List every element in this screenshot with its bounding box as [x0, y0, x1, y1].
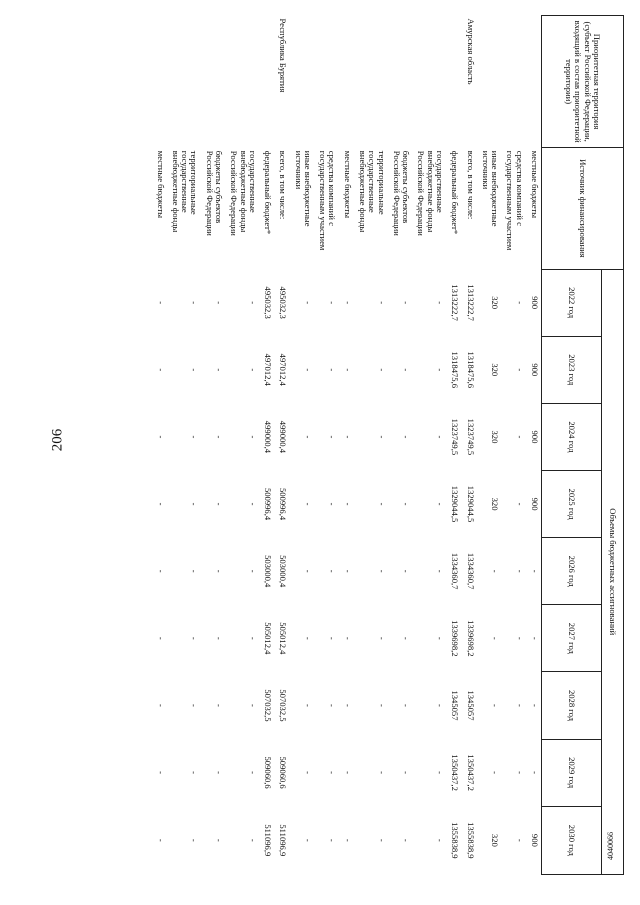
table-row — [259, 16, 274, 875]
value-cell: - — [327, 838, 338, 842]
value-cell: - — [376, 502, 387, 506]
territory-cell — [526, 16, 542, 148]
value-cell: - — [189, 771, 200, 775]
value-cell: 1323749,5 — [465, 418, 476, 456]
value-cell: - — [247, 368, 258, 372]
value-cell: - — [189, 368, 200, 372]
value-cell: - — [514, 301, 525, 305]
page-number: 206 — [49, 428, 66, 452]
value-cell: - — [401, 636, 412, 640]
territory-cell — [289, 16, 314, 148]
value-cell: - — [213, 301, 224, 305]
value-cell: - — [327, 704, 338, 707]
value-cell: - — [401, 368, 412, 372]
territory-column-header: Приоритетная территория (субъект Российской Федерации, входящий в состав приоритетной территории) — [542, 16, 624, 148]
year-header: 2026 год — [542, 538, 602, 605]
document-code: 4040066 — [606, 832, 615, 860]
value-cell: 1345057 — [450, 690, 461, 721]
value-cell: - — [342, 636, 353, 640]
value-cell: - — [247, 771, 258, 775]
value-cell: - — [247, 301, 258, 305]
value-cell: - — [155, 301, 166, 305]
funding-source-cell: бюджеты субъектов Российской Федерации — [391, 150, 412, 236]
table-row — [388, 16, 413, 875]
value-cell: 1355838,9 — [450, 822, 461, 859]
value-cell: 500996,4 — [278, 487, 289, 521]
value-cell: - — [189, 838, 200, 842]
value-cell: - — [342, 771, 353, 775]
value-cell: - — [302, 569, 313, 573]
rotated-table-sheet — [79, 15, 624, 875]
value-cell: - — [155, 636, 166, 640]
value-cell: - — [327, 301, 338, 305]
funding-source-cell: государственные внебюджетные фонды Российской Федерации — [229, 150, 258, 236]
value-cell: - — [155, 838, 166, 842]
value-cell: 507032,5 — [263, 689, 274, 722]
value-cell: - — [490, 636, 501, 640]
value-cell: 1334360,7 — [450, 552, 461, 590]
value-cell: - — [189, 502, 200, 506]
value-cell: - — [401, 301, 412, 305]
value-cell: - — [435, 569, 446, 573]
value-cell: - — [342, 569, 353, 573]
value-cell: 1350437,2 — [450, 754, 461, 791]
value-cell: - — [401, 502, 412, 506]
value-cell: - — [342, 502, 353, 506]
table-row — [412, 16, 446, 875]
year-header: 2022 год — [542, 269, 602, 336]
value-cell: - — [213, 502, 224, 506]
value-cell: 503000,4 — [278, 555, 289, 588]
value-cell: - — [155, 704, 166, 707]
value-cell: 1345057 — [465, 690, 476, 721]
funding-source-cell: государственные внебюджетные фонды Российской Федерации — [416, 150, 446, 236]
table-row — [339, 16, 354, 875]
value-cell: - — [189, 704, 200, 707]
value-cell: 1313222,7 — [450, 284, 461, 321]
value-cell: - — [213, 704, 224, 707]
value-cell: - — [490, 569, 501, 573]
funding-source-cell: местные бюджеты — [530, 150, 540, 219]
value-cell: 1350437,2 — [465, 754, 476, 791]
value-cell: - — [302, 301, 313, 305]
value-cell: - — [327, 502, 338, 506]
value-cell: - — [342, 368, 353, 372]
table-row — [200, 16, 225, 875]
value-cell: 320 — [490, 497, 501, 511]
value-cell: - — [302, 502, 313, 506]
value-cell: - — [514, 502, 525, 506]
table-row — [314, 16, 339, 875]
territory-cell: Республика Бурятия — [278, 18, 289, 93]
value-cell: - — [401, 435, 412, 439]
value-cell: - — [435, 502, 446, 506]
value-cell: - — [490, 771, 501, 775]
value-cell: 505012,4 — [263, 622, 274, 655]
territory-cell — [446, 16, 461, 148]
value-cell: 1339698,2 — [465, 620, 476, 657]
territory-cell — [388, 16, 413, 148]
value-cell: - — [213, 838, 224, 842]
table-row — [526, 16, 542, 875]
table-row — [167, 16, 201, 875]
value-cell: - — [213, 435, 224, 439]
value-cell: 320 — [490, 296, 501, 310]
value-cell: - — [530, 636, 540, 640]
table-row — [354, 16, 388, 875]
volumes-column-header: Объемы бюджетных ассигнований — [602, 269, 624, 874]
value-cell: - — [342, 301, 353, 305]
value-cell: - — [376, 301, 387, 305]
value-cell: - — [530, 704, 540, 707]
table-row — [446, 16, 461, 875]
value-cell: - — [530, 771, 540, 775]
value-cell: - — [514, 838, 525, 842]
value-cell: - — [247, 435, 258, 439]
value-cell: - — [213, 368, 224, 372]
value-cell: 900 — [530, 296, 540, 310]
table-row — [274, 16, 289, 875]
value-cell: 1339698,2 — [450, 620, 461, 657]
value-cell: 499000,4 — [278, 420, 289, 454]
funding-source-cell: иные внебюджетные источники — [293, 150, 313, 227]
value-cell: - — [302, 838, 313, 842]
table-row — [151, 16, 166, 875]
year-header: 2028 год — [542, 672, 602, 739]
value-cell: - — [376, 368, 387, 372]
value-cell: - — [302, 771, 313, 775]
funding-source-cell: территориальные государственные внебюджетные фонды — [170, 150, 200, 233]
territory-cell: Амурская область — [465, 18, 476, 85]
value-cell: 900 — [530, 363, 540, 377]
value-cell: 505012,4 — [278, 622, 289, 655]
value-cell: - — [247, 838, 258, 842]
value-cell: - — [514, 569, 525, 573]
value-cell: 320 — [490, 430, 501, 444]
year-header: 2023 год — [542, 336, 602, 403]
value-cell: - — [302, 368, 313, 372]
value-cell: 1323749,5 — [450, 418, 461, 456]
value-cell: 1318475,6 — [450, 351, 461, 389]
value-cell: - — [302, 704, 313, 707]
value-cell: - — [327, 435, 338, 439]
value-cell: 503000,4 — [263, 555, 274, 588]
table-body — [151, 16, 541, 875]
value-cell: - — [189, 435, 200, 439]
value-cell: - — [376, 435, 387, 439]
value-cell: 497012,4 — [263, 353, 274, 386]
year-header: 2024 год — [542, 403, 602, 470]
territory-cell — [200, 16, 225, 148]
value-cell: 495032,3 — [278, 286, 289, 319]
value-cell: - — [435, 435, 446, 439]
value-cell: - — [247, 704, 258, 707]
table-row — [501, 16, 526, 875]
territory-cell — [151, 16, 166, 148]
value-cell: - — [342, 435, 353, 439]
value-cell: - — [213, 771, 224, 775]
value-cell: 511096,9 — [263, 824, 274, 857]
value-cell: - — [514, 435, 525, 439]
source-column-header: Источник финансирования — [542, 148, 624, 269]
value-cell: 900 — [530, 833, 540, 847]
value-cell: - — [435, 771, 446, 775]
value-cell: 509060,6 — [278, 756, 289, 789]
funding-source-cell: местные бюджеты — [342, 150, 353, 219]
value-cell: 497012,4 — [278, 353, 289, 386]
value-cell: - — [490, 704, 501, 707]
value-cell: 499000,4 — [263, 420, 274, 454]
value-cell: - — [401, 704, 412, 707]
value-cell: - — [247, 569, 258, 573]
funding-source-cell: иные внебюджетные источники — [480, 150, 501, 227]
year-header: 2027 год — [542, 605, 602, 672]
value-cell: - — [435, 636, 446, 640]
value-cell: - — [376, 704, 387, 707]
year-header: 2030 год — [542, 806, 602, 874]
value-cell: 1355838,9 — [465, 822, 476, 859]
funding-source-cell: федеральный бюджет* — [450, 150, 461, 235]
value-cell: 511096,9 — [278, 824, 289, 857]
value-cell: 500996,4 — [263, 487, 274, 521]
territory-cell — [354, 16, 388, 148]
value-cell: - — [376, 636, 387, 640]
table-row — [477, 16, 502, 875]
value-cell: - — [155, 368, 166, 372]
value-cell: - — [302, 636, 313, 640]
value-cell: - — [514, 368, 525, 372]
value-cell: - — [327, 636, 338, 640]
territory-cell — [167, 16, 201, 148]
value-cell: - — [342, 838, 353, 842]
value-cell: - — [401, 569, 412, 573]
value-cell: - — [155, 435, 166, 439]
table-row — [225, 16, 259, 875]
value-cell: 495032,3 — [263, 286, 274, 319]
value-cell: - — [327, 771, 338, 775]
budget-allocations-table — [151, 15, 624, 875]
value-cell: - — [155, 502, 166, 506]
value-cell: - — [327, 368, 338, 372]
funding-source-cell: средства компаний с государственным участием — [505, 150, 525, 251]
value-cell: - — [435, 838, 446, 842]
value-cell: - — [342, 704, 353, 707]
year-header: 2029 год — [542, 739, 602, 806]
value-cell: - — [401, 838, 412, 842]
table-row — [461, 16, 476, 875]
value-cell: 900 — [530, 430, 540, 444]
value-cell: - — [514, 636, 525, 640]
value-cell: - — [514, 704, 525, 707]
value-cell: - — [376, 838, 387, 842]
value-cell: - — [401, 771, 412, 775]
value-cell: - — [155, 771, 166, 775]
value-cell: 507032,5 — [278, 689, 289, 722]
value-cell: 1329044,5 — [450, 485, 461, 523]
value-cell: 1313222,7 — [465, 284, 476, 321]
value-cell: - — [435, 704, 446, 707]
value-cell: 320 — [490, 363, 501, 377]
value-cell: - — [189, 301, 200, 305]
territory-cell — [501, 16, 526, 148]
territory-cell — [225, 16, 259, 148]
funding-source-cell: всего, в том числе: — [278, 150, 289, 220]
territory-cell — [314, 16, 339, 148]
value-cell: - — [189, 636, 200, 640]
value-cell: - — [435, 301, 446, 305]
value-cell: 1318475,6 — [465, 351, 476, 389]
value-cell: - — [213, 636, 224, 640]
value-cell: - — [247, 636, 258, 640]
value-cell: 1329044,5 — [465, 485, 476, 523]
value-cell: - — [376, 771, 387, 775]
value-cell: 320 — [490, 833, 501, 847]
territory-cell — [412, 16, 446, 148]
value-cell: 900 — [530, 497, 540, 511]
value-cell: - — [155, 569, 166, 573]
value-cell: - — [327, 569, 338, 573]
territory-cell — [259, 16, 274, 148]
value-cell: - — [435, 368, 446, 372]
funding-source-cell: бюджеты субъектов Российской Федерации — [204, 150, 224, 236]
funding-source-cell: средства компаний с государственным участием — [318, 150, 338, 251]
funding-source-cell: всего, в том числе: — [465, 150, 476, 220]
territory-cell — [477, 16, 502, 148]
value-cell: 509060,6 — [263, 756, 274, 789]
value-cell: - — [247, 502, 258, 506]
value-cell: - — [376, 569, 387, 573]
territory-cell — [339, 16, 354, 148]
funding-source-cell: территориальные государственные внебюджетные фонды — [358, 150, 387, 233]
funding-source-cell: федеральный бюджет* — [263, 150, 274, 235]
year-header: 2025 год — [542, 470, 602, 537]
value-cell: - — [213, 569, 224, 573]
value-cell: - — [302, 435, 313, 439]
table-row — [289, 16, 314, 875]
value-cell: - — [514, 771, 525, 775]
value-cell: - — [189, 569, 200, 573]
funding-source-cell: местные бюджеты — [155, 150, 166, 219]
value-cell: - — [530, 569, 540, 573]
value-cell: 1334360,7 — [465, 552, 476, 590]
